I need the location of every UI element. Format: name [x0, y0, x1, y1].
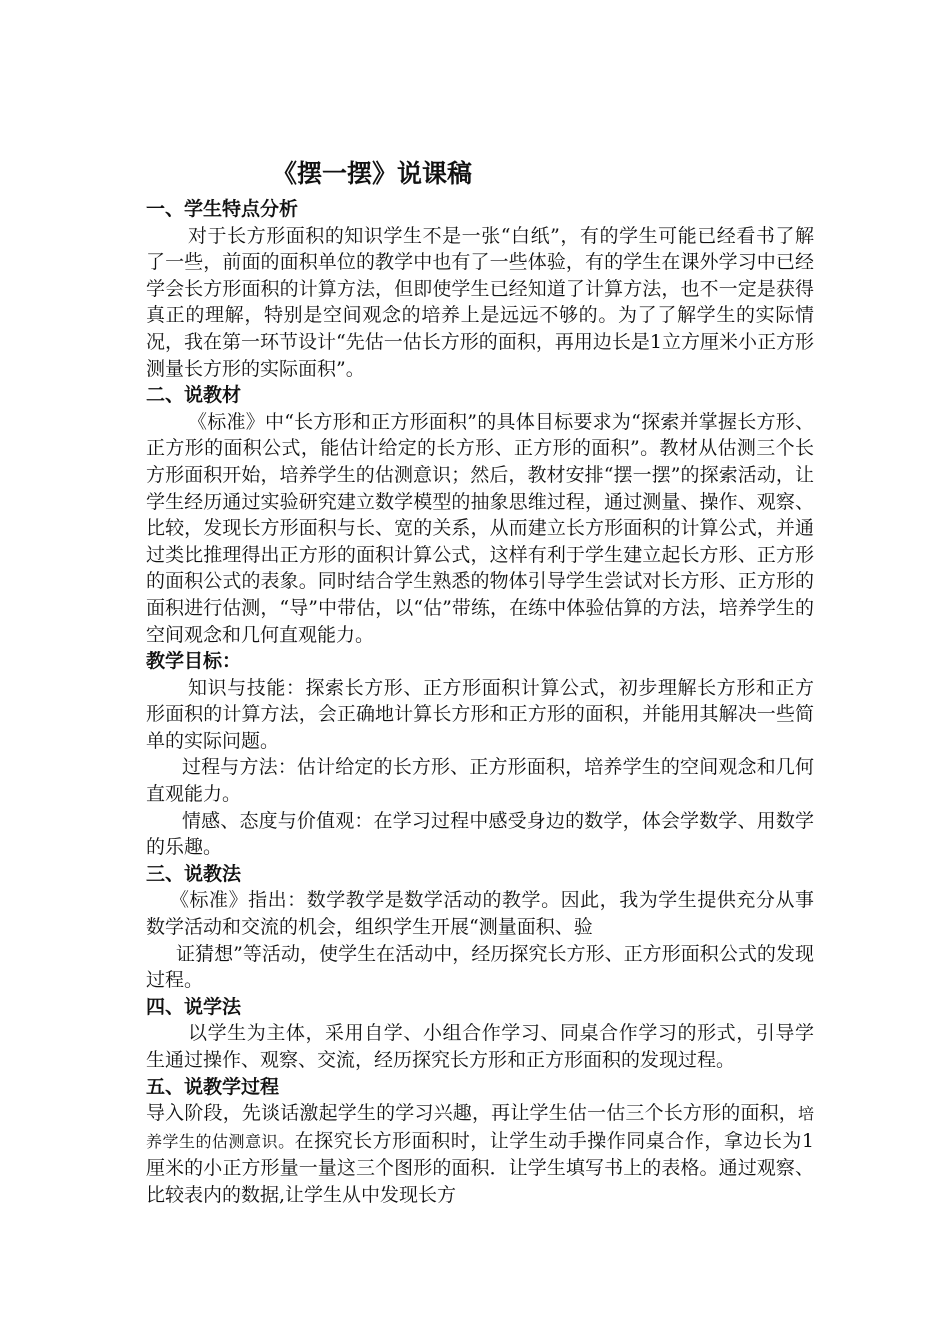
paragraph-teaching-method-1: 《标准》指出：数学教学是数学活动的教学。因此，我为学生提供充分从事数学活动和交流的机会，组织学生开展“测量面积、验: [146, 889, 814, 939]
section-heading-teaching-process: 五、说教学过程: [146, 1075, 280, 1098]
paragraph-textbook: 《标准》中“长方形和正方形面积”的具体目标要求为“探索并掌握长方形、正方形的面积公式，能估计给定的长方形、正方形的面积”。教材从估测三个长方形面积开始，培养学生的估测意识；然后，教材安排“摆一摆”的探索活动，让学生经历通过实验研究建立数学模型的抽象思维过程，通过测量、操作、观察、比较，发现长方形面积与长、宽的关系，从而建立长方形面积的计算公式，并通过类比推理得出正方形的面积计算公式，这样有利于学生建立起长方形、正方形的面积公式的表象。同时结合学生熟悉的物体引导学生尝试对长方形、正方形的面积进行估测，“导”中带估，以“估”带练，在练中体验估算的方法，培养学生的空间观念和几何直观能力。: [146, 410, 814, 646]
paragraph-student-analysis: 对于长方形面积的知识学生不是一张“白纸”，有的学生可能已经看书了解了一些，前面的面积单位的教学中也有了一些体验，有的学生在课外学习中已经学会长方形面积的计算方法，但即使学生已经知道了计算方法，也不一定是获得真正的理解，特别是空间观念的培养上是远远不够的。为了了解学生的实际情况，我在第一环节设计“先估一估长方形的面积，再用边长是1立方厘米小正方形测量长方形的实际面积”。: [146, 224, 814, 380]
section-heading-teaching-goals: 教学目标：: [146, 650, 242, 673]
document-body: [146, 196, 814, 1209]
teaching-process-text-a: 导入阶段，先谈话激起学生的学习兴趣，再让学生估一估三个长方形的面积，: [146, 1102, 798, 1125]
document-title: 《摆一摆》说课稿: [272, 159, 473, 188]
teaching-process-text-b: 培养学生的估测意识。: [146, 1104, 814, 1151]
paragraph-learning-method: 以学生为主体，采用自学、小组合作学习、同桌合作学习的形式，引导学生通过操作、观察、交流，经历探究长方形和正方形面积的发现过程。: [146, 1022, 814, 1071]
section-heading-learning-method: 四、说学法: [146, 995, 242, 1018]
teaching-process-text-c: 在探究长方形面积时，让学生动手操作同桌合作，拿边长为1厘米的小正方形量一量这三个图形的面积．让学生填写书上的表格。通过观察、比较表内的数据,让学生从中发现长方: [146, 1129, 814, 1206]
paragraph-goal-process: 过程与方法：估计给定的长方形、正方形面积，培养学生的空间观念和几何直观能力。: [146, 756, 814, 806]
paragraph-teaching-method-2: 证猜想”等活动，使学生在活动中，经历探究长方形、正方形面积公式的发现过程。: [146, 942, 814, 992]
paragraph-goal-emotion: 情感、态度与价值观：在学习过程中感受身边的数学，体会学数学、用数学的乐趣。: [146, 809, 814, 859]
section-heading-teaching-method: 三、说教法: [146, 862, 242, 885]
section-heading-student-analysis: 一、学生特点分析: [146, 198, 299, 220]
section-heading-textbook: 二、说教材: [146, 384, 242, 407]
paragraph-goal-knowledge: 知识与技能：探索长方形、正方形面积计算公式，初步理解长方形和正方形面积的计算方法，会正确地计算长方形和正方形的面积，并能用其解决一些简单的实际问题。: [146, 676, 814, 752]
paragraph-teaching-process: [146, 1100, 814, 1208]
